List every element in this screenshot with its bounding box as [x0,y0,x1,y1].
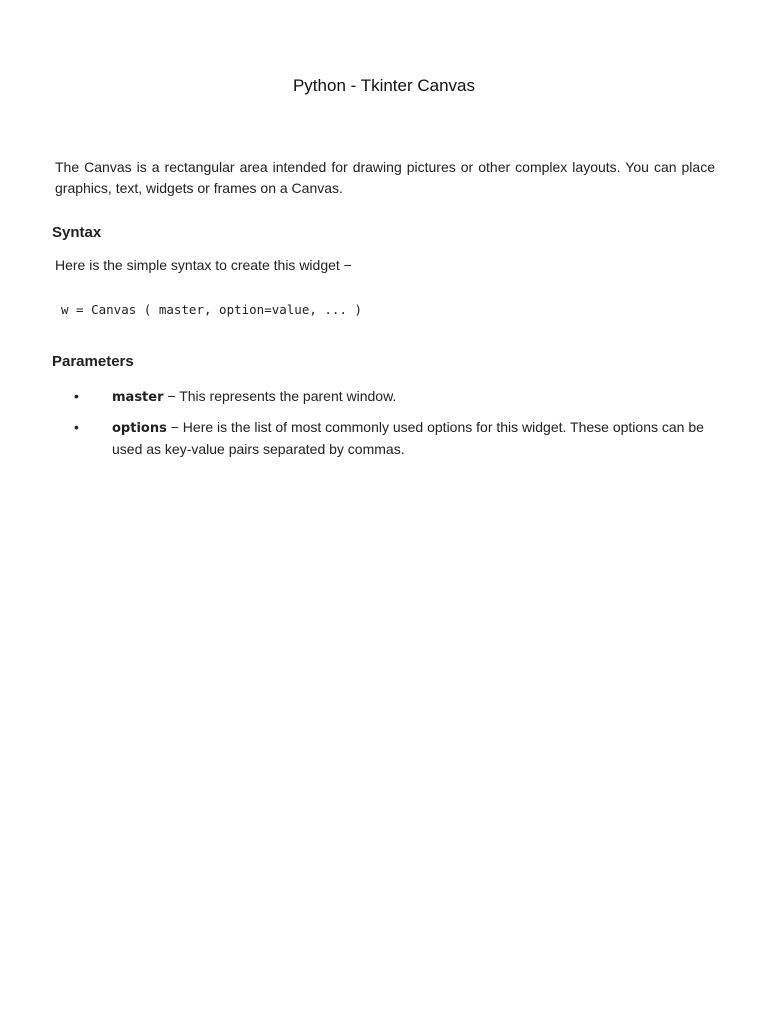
parameters-list [0,386,768,469]
list-item [0,417,715,460]
bullet-icon: • [74,388,79,404]
parameters-heading: Parameters [52,353,134,370]
param-description: − Here is the list of most commonly used options for this widget. These options can be used as key-value pairs separated by commas. [112,419,704,457]
param-description: − This represents the parent window. [163,388,397,404]
syntax-description: Here is the simple syntax to create this widget − [55,257,352,273]
param-name: master [112,390,164,405]
param-name: options [112,421,167,436]
syntax-heading: Syntax [52,224,102,241]
page-title: Python - Tkinter Canvas [292,76,476,95]
list-item [0,386,715,408]
intro-paragraph: The Canvas is a rectangular area intended for drawing pictures or other complex layouts. You can place graphics, text, widgets or frames on a Canvas. [55,159,715,196]
syntax-code: w = Canvas ( master, option=value, ... ) [61,302,363,317]
bullet-icon: • [74,419,79,435]
